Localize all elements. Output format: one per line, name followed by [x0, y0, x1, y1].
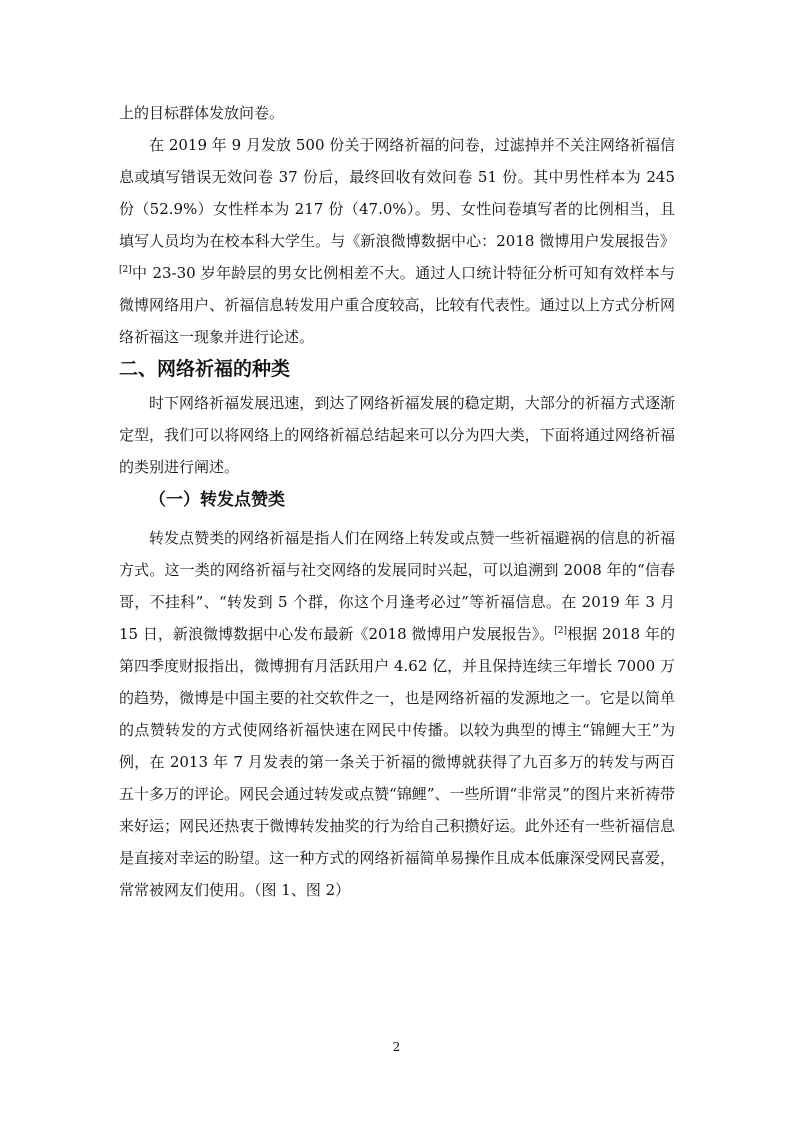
paragraph-text: 在 2019 年 9 月发放 500 份关于网络祈福的问卷，过滤掉并不关注网络祈福信息或填写错误无效问卷 37 份后，最终回收有效问卷 51 份。其中男性样本为 245 份（52.9%）女性样本为 217 份（47.0%）。男、女性问卷填写者的比例相当，且填写人员均为在校本科大学生。与《新浪微博数据中心：2018 微博用户发展报告》	[119, 136, 675, 250]
paragraph-survey	[119, 129, 675, 353]
paragraph-text: 时下网络祈福发展迅速，到达了网络祈福发展的稳定期，大部分的祈福方式逐渐定型，我们可以将网络上的网络祈福总结起来可以分为四大类，下面将通过网络祈福的类别进行阐述。	[119, 394, 675, 476]
section-heading: 二、网络祈福的种类	[119, 358, 291, 380]
subsection-heading: （一）转发点赞类	[149, 490, 285, 510]
citation-reference: [2]	[554, 626, 568, 636]
paragraph-continuation	[119, 97, 675, 129]
paragraph-text: 中 23-30 岁年龄层的男女比例相差不大。通过人口统计特征分析可知有效样本与微博网络用户、祈福信息转发用户重合度较高，比较有代表性。通过以上方式分析网络祈福这一现象并进行论述。	[119, 264, 675, 346]
paragraph-forward-like	[119, 522, 675, 906]
citation-reference: [2]	[119, 265, 132, 275]
paragraph-text: 转发点赞类的网络祈福是指人们在网络上转发或点赞一些祈福避祸的信息的祈福方式。这一类的网络祈福与社交网络的发展同时兴起，可以追溯到 2008 年的“信春哥，不挂科”、“转发到 5 个群，你这个月逢考必过”等祈福信息。在 2019 年 3 月 15 日，新浪微博数据中心发布最新《2018 微博用户发展报告》。	[119, 529, 675, 643]
page-number: 2	[392, 1040, 401, 1054]
paragraph-text: 上的目标群体发放问卷。	[119, 104, 285, 122]
paragraph-text: 根据 2018 年的第四季度财报指出，微博拥有月活跃用户 4.62 亿，并且保持连续三年增长 7000 万的趋势，微博是中国主要的社交软件之一，也是网络祈福的发源地之一。它是以简单的点赞转发的方式使网络祈福快速在网民中传播。以较为典型的博主“锦鲤大王”为例，在 2013 年 7 月发表的第一条关于祈福的微博就获得了九百多万的转发与两百五十多万的评论。网民会通过转发或点赞“锦鲤”、一些所谓“非常灵”的图片来祈祷带来好运；网民还热衷于微博转发抽奖的行为给自己积攒好运。此外还有一些祈福信息是直接对幸运的盼望。这一种方式的网络祈福简单易操作且成本低廉深受网民喜爱，常常被网友们使用。（图 1、图 2）	[119, 625, 675, 899]
paragraph-types-intro	[119, 387, 675, 483]
